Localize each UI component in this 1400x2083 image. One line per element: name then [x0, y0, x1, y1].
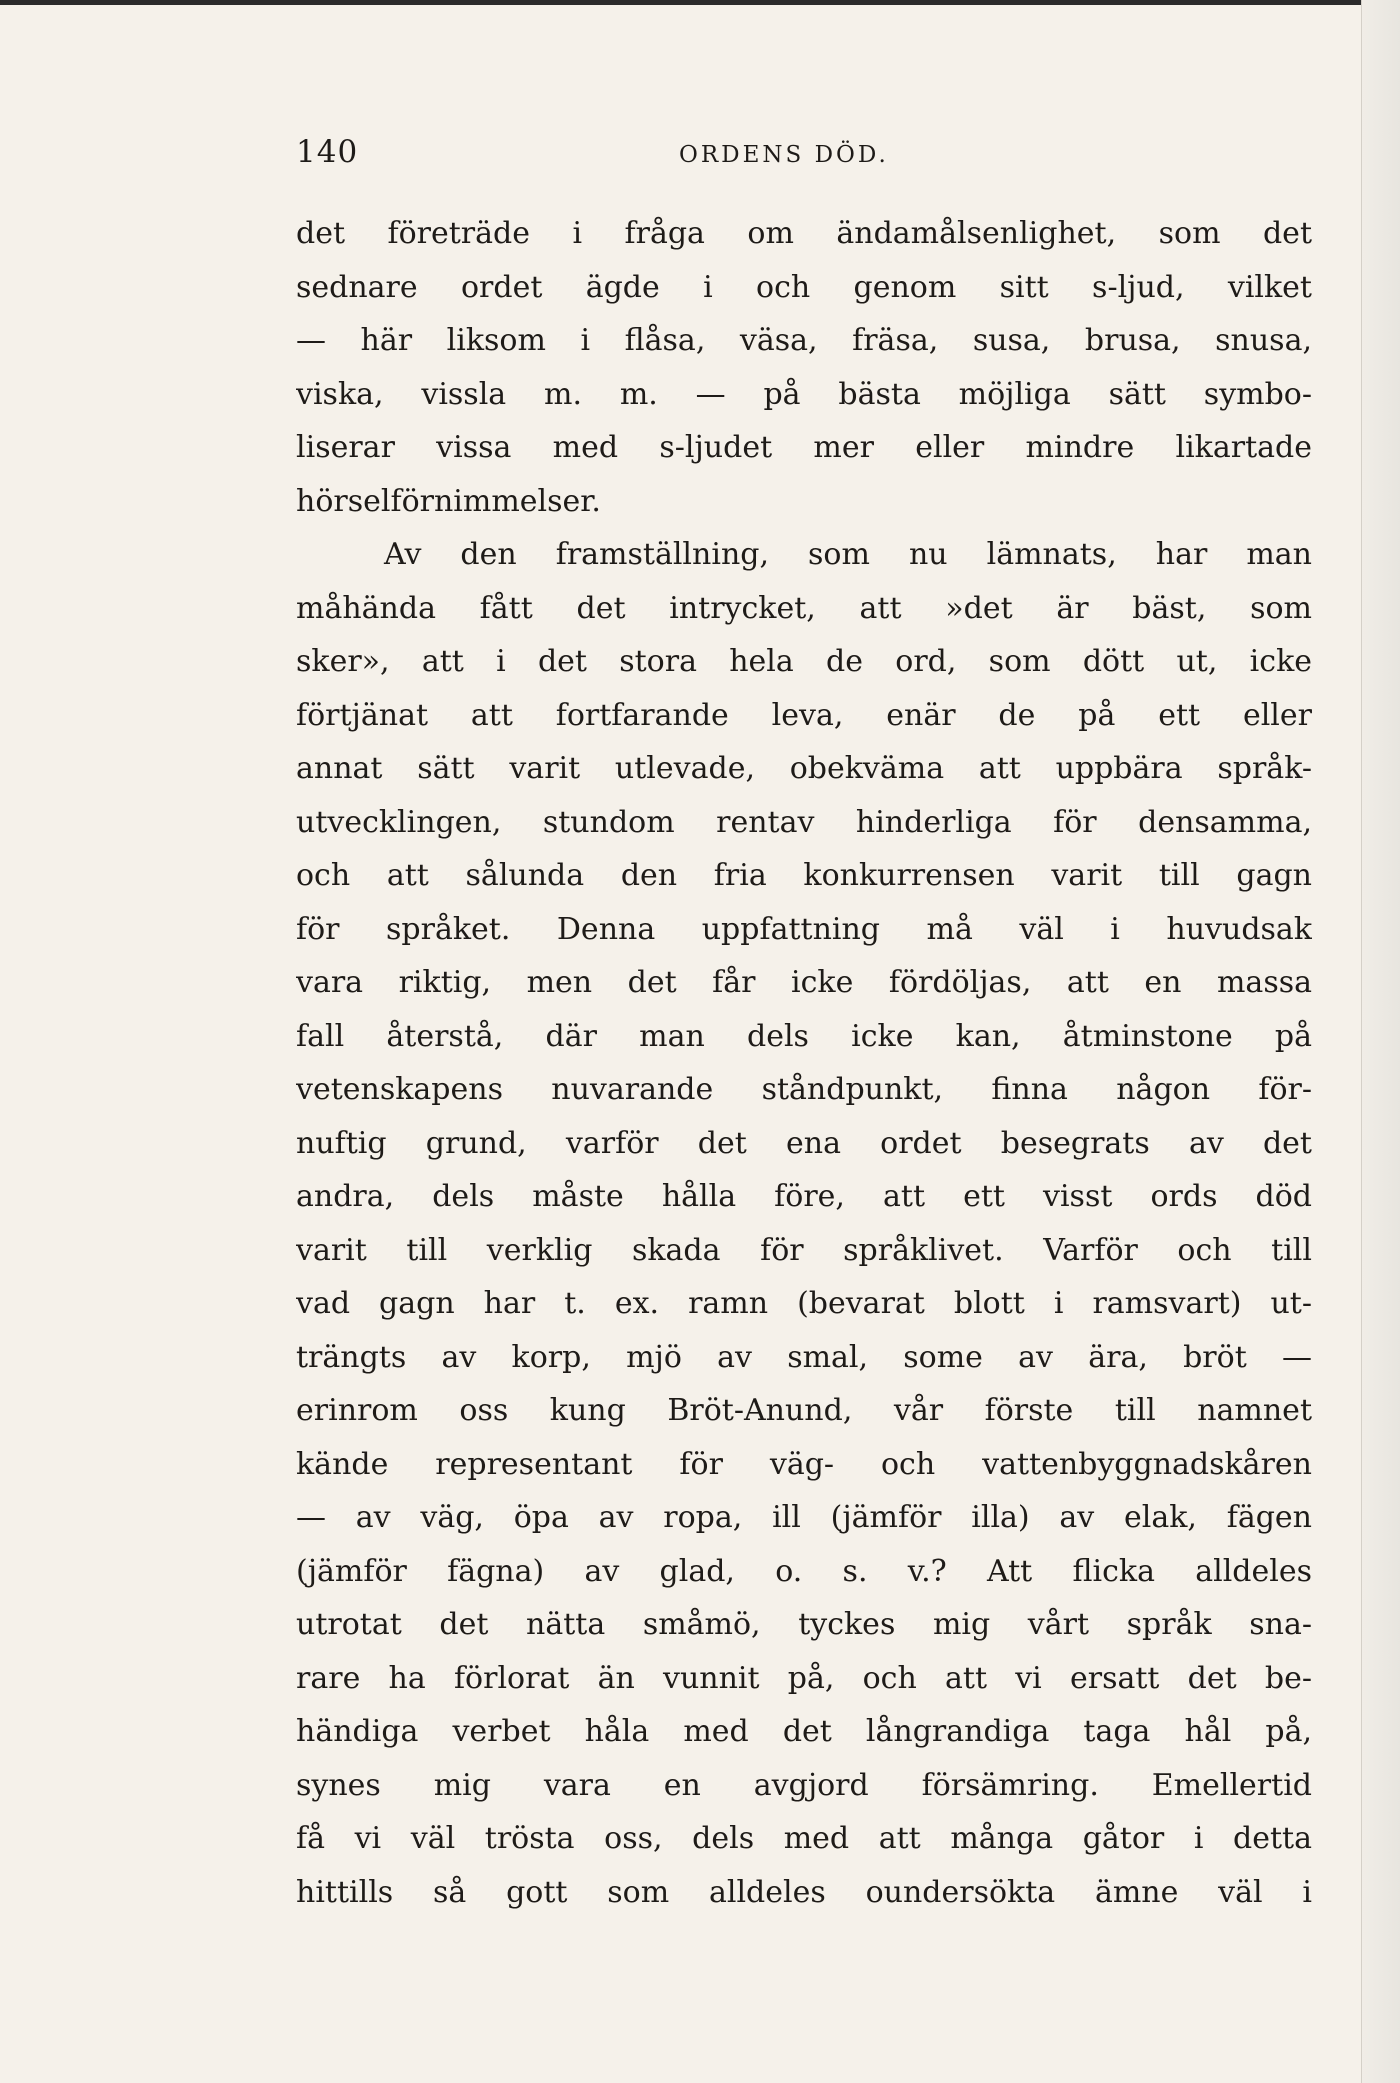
- text-line: varit till verklig skada för språklivet. Varför och till: [296, 1232, 1312, 1268]
- text-line: få vi väl trösta oss, dels med att många gåtor i detta: [296, 1821, 1312, 1856]
- text-line: fall återstå, där man dels icke kan, åtminstone på: [296, 1018, 1312, 1054]
- page-binding-shadow: [1361, 0, 1400, 2083]
- text-line: händiga verbet håla med det långrandiga taga hål på,: [296, 1714, 1312, 1749]
- text-line: förtjänat att fortfarande leva, enär de på ett eller: [296, 697, 1312, 733]
- text-line: viska, vissla m. m. — på bästa möjliga sätt symbo-: [296, 376, 1312, 412]
- text-line: det företräde i fråga om ändamålsenlighet, som det: [296, 216, 1312, 251]
- text-line: måhända fått det intrycket, att »det är bäst, som: [296, 590, 1312, 626]
- text-line: hittills så gott som alldeles oundersökta ämne väl i: [296, 1874, 1312, 1910]
- text-line: vetenskapens nuvarande ståndpunkt, finna någon för-: [296, 1072, 1312, 1107]
- text-line: annat sätt varit utlevade, obekväma att uppbära språk-: [296, 751, 1312, 786]
- text-line: vara riktig, men det får icke fördöljas, att en massa: [296, 965, 1312, 1000]
- text-line: sednare ordet ägde i och genom sitt s-ljud, vilket: [296, 269, 1312, 305]
- text-line: utvecklingen, stundom rentav hinderliga för densamma,: [296, 804, 1312, 840]
- scan-top-edge: [0, 0, 1362, 5]
- text-line: utrotat det nätta småmö, tyckes mig vårt språk sna-: [296, 1607, 1312, 1642]
- text-line: — av väg, öpa av ropa, ill (jämför illa) av elak, fägen: [296, 1500, 1312, 1535]
- text-line: rare ha förlorat än vunnit på, och att vi ersatt det be-: [296, 1660, 1312, 1696]
- text-line: för språket. Denna uppfattning må väl i huvudsak: [296, 911, 1312, 947]
- text-line: (jämför fägna) av glad, o. s. v.? Att flicka alldeles: [296, 1553, 1312, 1589]
- page-number: 140: [296, 134, 359, 170]
- text-line: liserar vissa med s-ljudet mer eller mindre likartade: [296, 430, 1312, 465]
- text-line: kände representant för väg- och vattenbyggnadskåren: [296, 1446, 1312, 1482]
- running-head: ORDENS DÖD.: [679, 142, 889, 168]
- text-line: erinrom oss kung Bröt-Anund, vår förste till namnet: [296, 1393, 1312, 1428]
- text-line: andra, dels måste hålla före, att ett visst ords död: [296, 1179, 1312, 1214]
- text-line: nuftig grund, varför det ena ordet besegrats av det: [296, 1125, 1312, 1161]
- text-line: — här liksom i flåsa, väsa, fräsa, susa, brusa, snusa,: [296, 323, 1312, 358]
- text-line: trängts av korp, mjö av smal, some av ära, bröt —: [296, 1339, 1312, 1375]
- text-line: synes mig vara en avgjord försämring. Emellertid: [296, 1767, 1312, 1803]
- text-line: vad gagn har t. ex. ramn (bevarat blott i ramsvart) ut-: [296, 1286, 1312, 1321]
- text-line: sker», att i det stora hela de ord, som dött ut, icke: [296, 644, 1312, 679]
- text-line: hörselförnimmelser.: [296, 483, 601, 519]
- page-header: [296, 134, 946, 184]
- body-text: [296, 207, 1312, 1919]
- text-line: och att sålunda den fria konkurrensen varit till gagn: [296, 858, 1312, 893]
- paragraph-start-line: Av den framställning, som nu lämnats, har man: [384, 537, 1312, 572]
